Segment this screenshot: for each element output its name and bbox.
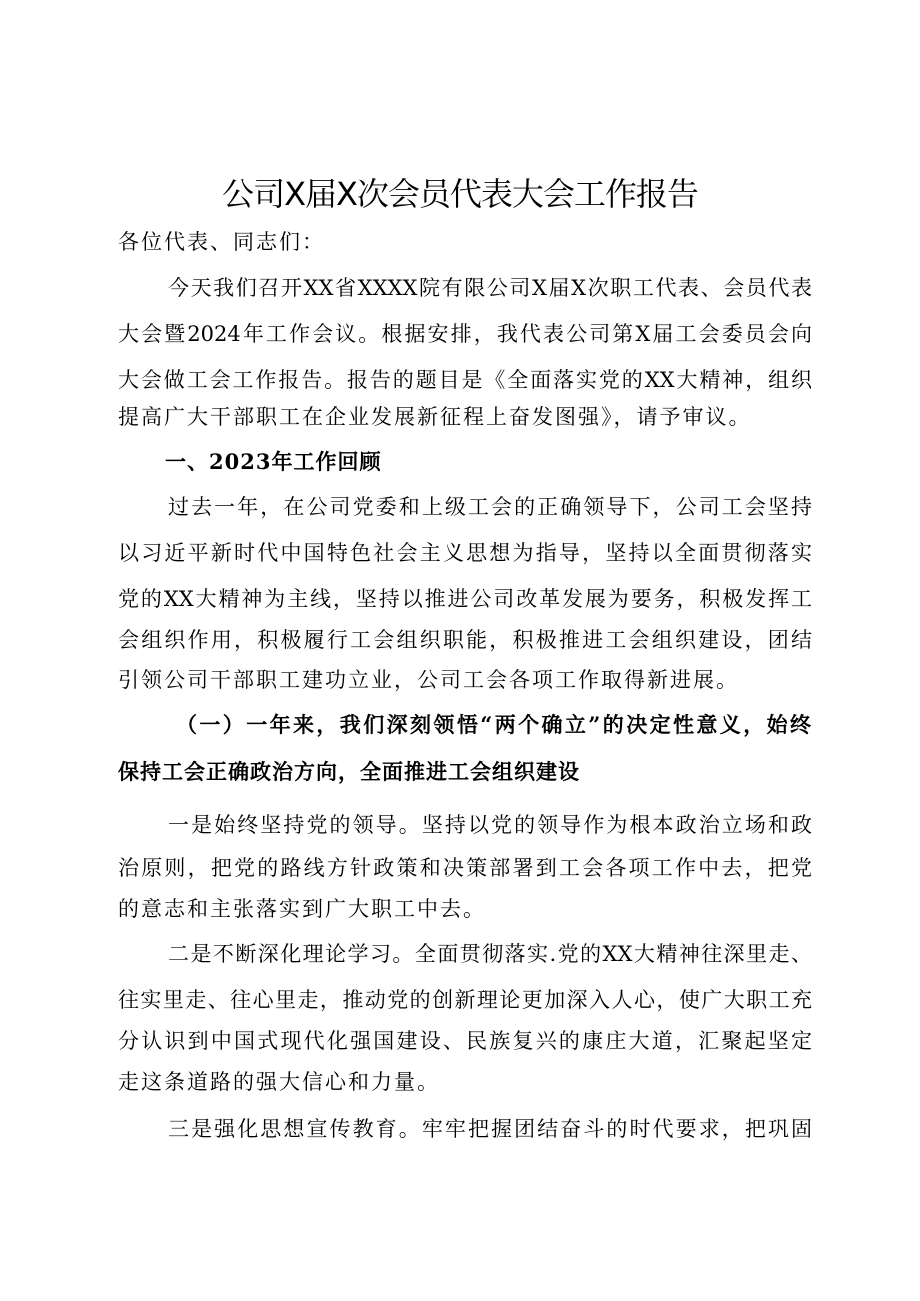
subsection-heading-line: （一）一年来，我们深刻领悟“两个确立”的决定性意义，始终 xyxy=(176,712,812,737)
paragraph-line: 走这条道路的强大信心和力量。 xyxy=(118,1070,440,1094)
paragraph-line: 大会做工会工作报告。报告的题目是《全面落实党的XX大精神，组织 xyxy=(118,368,812,392)
paragraph-line: 会组织作用，积极履行工会组织职能，积极推进工会组织建设，团结 xyxy=(118,628,812,652)
paragraph-line: 过去一年，在公司党委和上级工会的正确领导下，公司工会坚持 xyxy=(168,495,812,519)
subsection-heading-line: 保持工会正确政治方向，全面推进工会组织建设 xyxy=(118,759,580,784)
paragraph-line: 引领公司干部职工建功立业，公司工会各项工作取得新进展。 xyxy=(118,668,739,692)
paragraph-line: 以习近平新时代中国特色社会主义思想为指导，坚持以全面贯彻落实 xyxy=(118,541,812,565)
document-title: 公司X届X次会员代表大会工作报告 xyxy=(222,175,698,213)
paragraph-line: 二是不断深化理论学习。全面贯彻落实.党的XX大精神往深里走、 xyxy=(168,942,812,966)
paragraph-line: 治原则，把党的路线方针政策和决策部署到工会各项工作中去，把党 xyxy=(118,856,812,880)
paragraph-line: 提高广大干部职工在企业发展新征程上奋发图强》，请予审议。 xyxy=(118,405,752,429)
paragraph-line: 大会暨2024年工作会议。根据安排，我代表公司第X届工会委员会向 xyxy=(118,322,812,346)
paragraph-line: 今天我们召开XX省XXXX院有限公司X届X次职工代表、会员代表 xyxy=(168,276,812,300)
paragraph-line: 的意志和主张落实到广大职工中去。 xyxy=(118,897,486,921)
salutation: 各位代表、同志们： xyxy=(118,230,325,254)
section-heading: 一、2023年工作回顾 xyxy=(165,449,382,474)
paragraph-line: 一是始终坚持党的领导。坚持以党的领导作为根本政治立场和政 xyxy=(168,813,812,837)
paragraph-line: 分认识到中国式现代化强国建设、民族复兴的康庄大道，汇聚起坚定 xyxy=(118,1029,812,1053)
paragraph-line: 党的XX大精神为主线，坚持以推进公司改革发展为要务，积极发挥工 xyxy=(118,587,812,611)
paragraph-line: 往实里走、往心里走，推动党的创新理论更加深入人心，使广大职工充 xyxy=(118,988,812,1012)
paragraph-line: 三是强化思想宣传教育。牢牢把握团结奋斗的时代要求，把巩固 xyxy=(168,1117,812,1141)
